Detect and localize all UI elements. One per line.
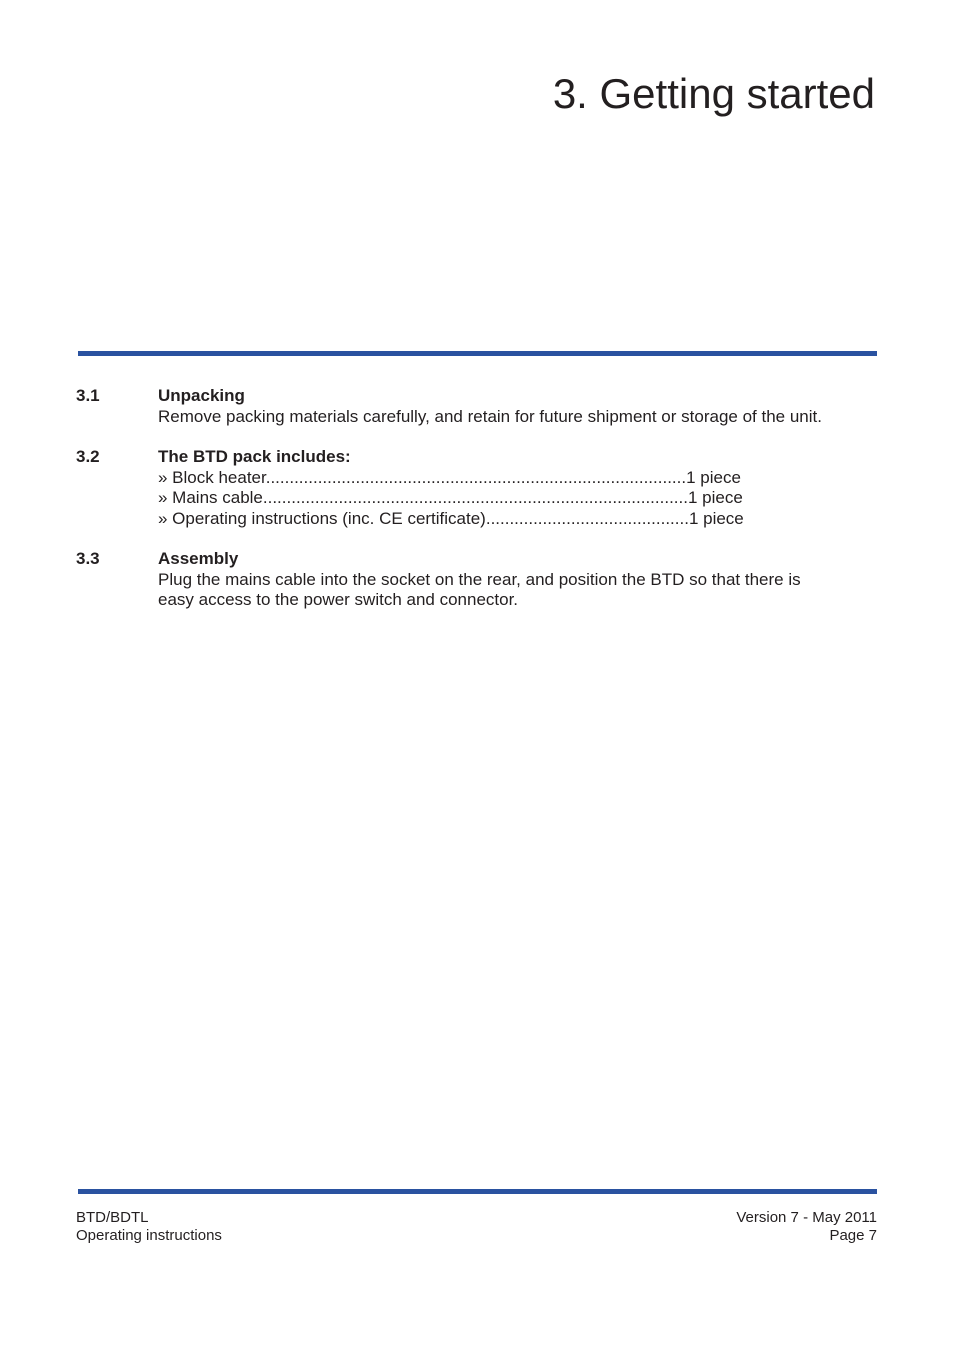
section-text-line: Plug the mains cable into the socket on the rear, and position the BTD so that there is: [158, 569, 801, 589]
section-number: 3.1: [76, 386, 100, 405]
page-number: Page 7: [829, 1226, 877, 1244]
section-title: Assembly: [158, 549, 239, 568]
footer-left: [76, 1209, 222, 1244]
footer-right: [736, 1209, 877, 1244]
page-title: 3. Getting started: [552, 70, 875, 117]
section-text-line: easy access to the power switch and connector.: [158, 590, 519, 609]
footer-product: BTD/BDTL: [76, 1209, 149, 1226]
list-item: » Mains cable..........................................................................................1 piece: [158, 488, 743, 507]
section-title: Unpacking: [158, 386, 245, 405]
footer-divider: [78, 1189, 877, 1194]
footer-doc-type: Operating instructions: [76, 1226, 222, 1244]
footer-version: Version 7 - May 2011: [736, 1209, 877, 1226]
section-number: 3.2: [76, 447, 100, 466]
section-title: The BTD pack includes:: [158, 447, 351, 466]
list-item: » Operating instructions (inc. CE certificate)...........................................1 piece: [158, 508, 744, 528]
list-item: » Block heater.........................................................................................1 piece: [158, 467, 741, 487]
header-divider: [78, 351, 877, 356]
section-number: 3.3: [76, 549, 100, 568]
section-text: Remove packing materials carefully, and retain for future shipment or storage of the unit.: [158, 406, 822, 426]
